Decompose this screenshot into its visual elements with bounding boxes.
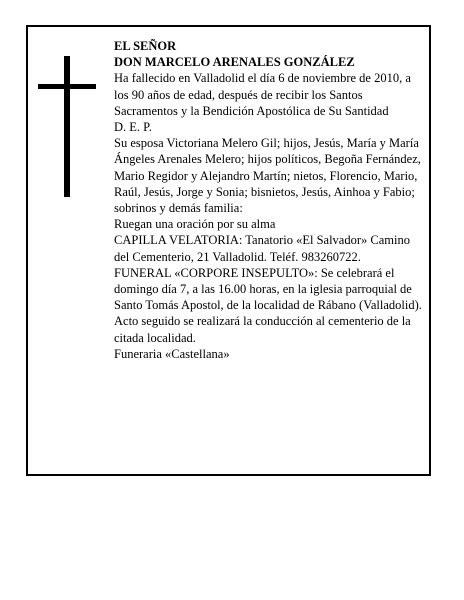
funeral-home: Funeraria «Castellana» [114,346,230,361]
chapel-information: CAPILLA VELATORIA: Tanatorio «El Salvador» Camino del Cementerio, 21 Valladolid. Teléf. 983260722. [114,233,410,264]
funeral-information: FUNERAL «CORPORE INSEPULTO»: Se celebrará el domingo día 7, a las 16.00 horas, en la iglesia parroquial de Santo Tomás Apostol, de la localidad de Rábano (Valladolid). Acto seguido se realizará la conducción al cementerio de la citada localidad. [114,265,422,345]
death-announcement: Ha fallecido en Valladolid el día 6 de noviembre de 2010, a los 90 años de edad, después de recibir los Santos Sacramentos y la Bendición Apostólica de Su Santidad [114,71,411,118]
rip-text: D. E. P. [114,120,152,135]
family-list: Su esposa Victoriana Melero Gil; hijos, Jesús, María y María Ángeles Arenales Melero; hijos políticos, Begoña Fernández, Mario Regidor y Alejandro Martín; nietos, Florencio, Mario, Raúl, Jesús, Jorge y Sonia; bisnietos, Jesús, Ainhoa y Fabio; sobrinos y demás familia: [114,136,421,216]
prayer-request: Ruegan una oración por su alma [114,217,276,232]
cross-vertical-bar [64,56,70,197]
notice-title: EL SEÑOR [114,39,177,53]
cross-horizontal-bar [38,84,96,89]
deceased-name: DON MARCELO ARENALES GONZÁLEZ [114,55,355,70]
obituary-text-block [114,38,427,362]
